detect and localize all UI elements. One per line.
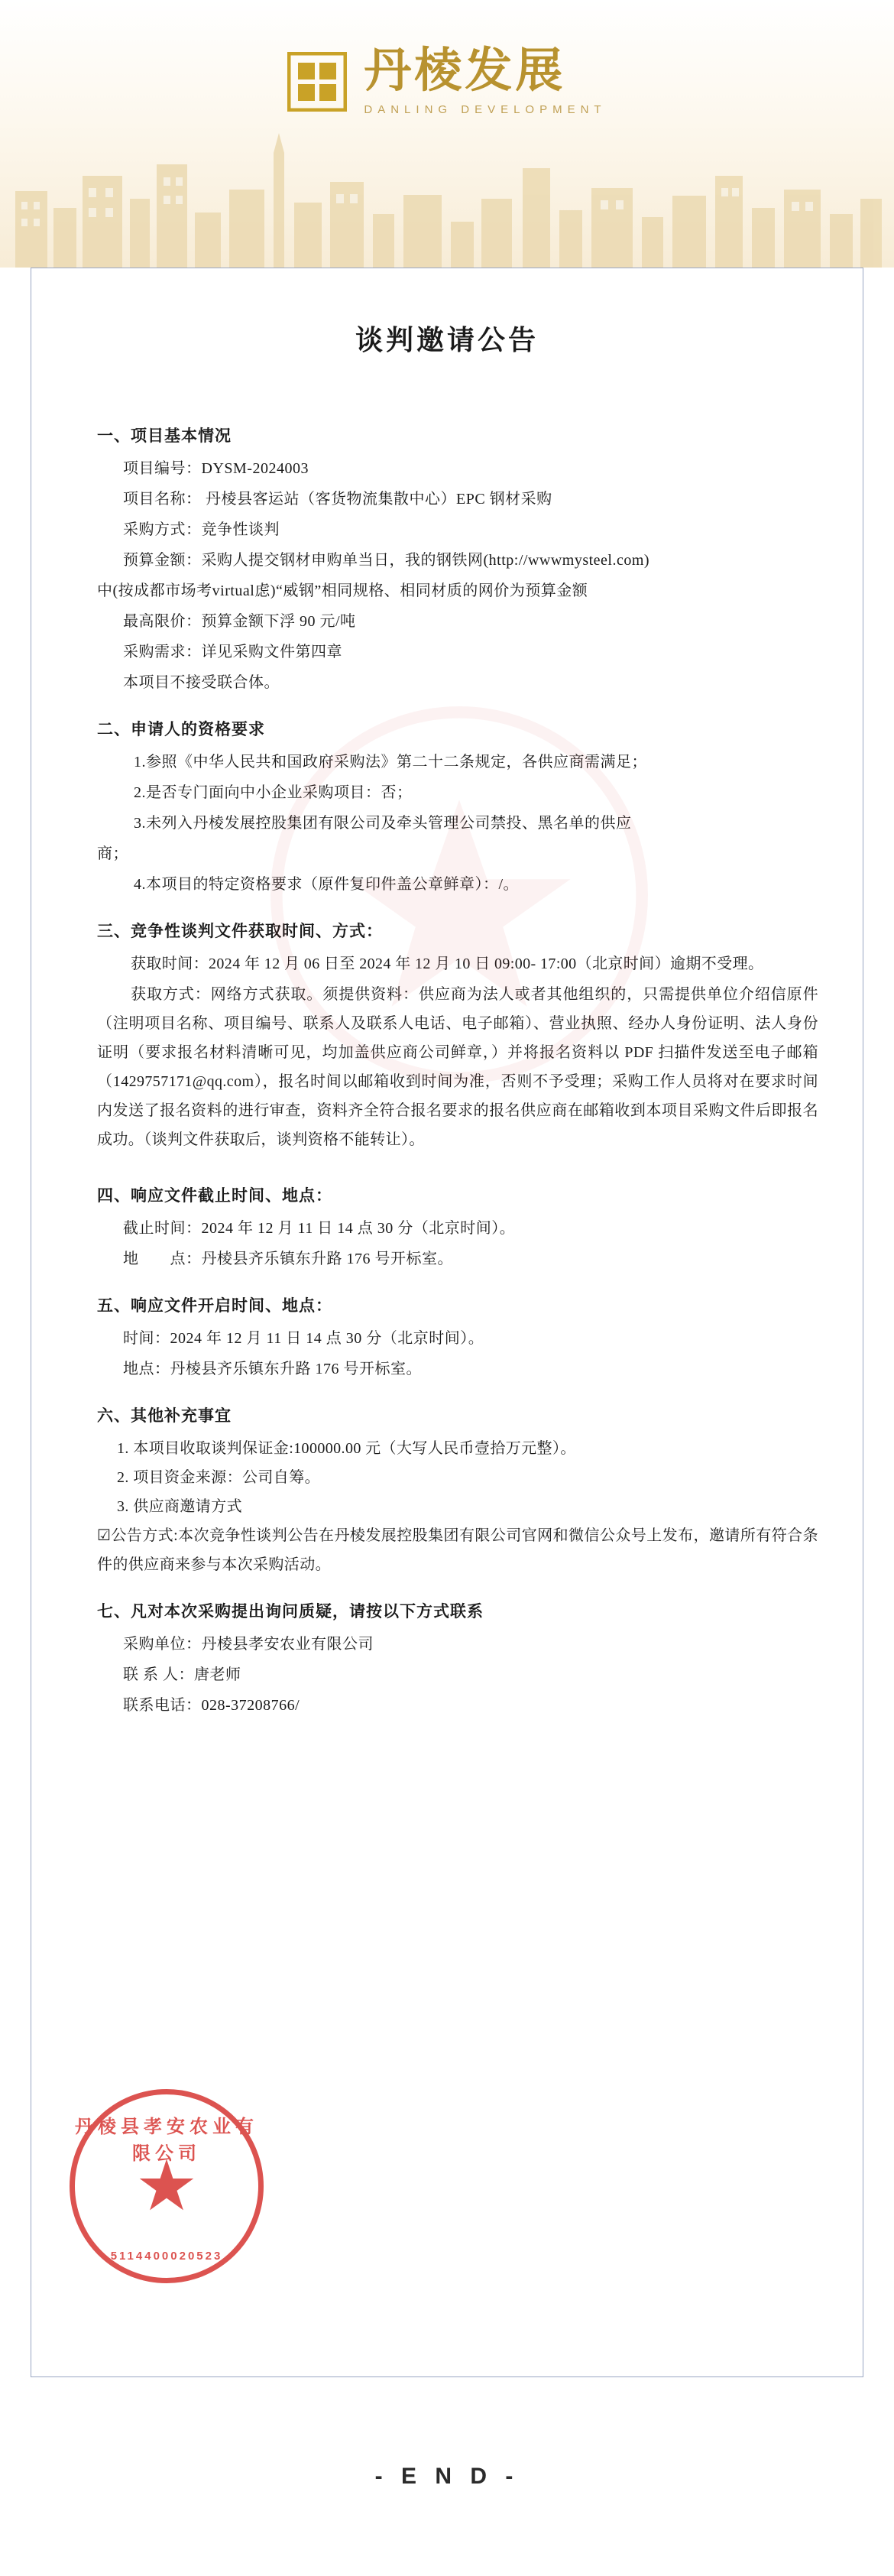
section-heading-7: 七、凡对本次采购提出询问质疑，请按以下方式联系 (97, 1602, 484, 1621)
brand-name: 丹棱发展 (364, 45, 566, 97)
section-7-line-2: 联 系 人：唐老师 (123, 1666, 241, 1683)
brand-subtitle: DANLING DEVELOPMENT (364, 103, 607, 116)
section-3-paragraph-2: 获取方式：网络方式获取。须提供资料：供应商为法人或者其他组织的，只需提供单位介绍信原件（注明项目名称、项目编号、联系人及联系人电话、电子邮箱）、营业执照、经办人身份证明、法人身份证明（要求报名材料清晰可见，均加盖供应商公司鲜章，）并将报名资料以 PDF 扫描件发送至电子邮箱（1429757171@qq.com），报名时间以邮箱收到时间为准，否则不予受理；采购工作人员将对在要求时间内发送了报名资料的进行审查，资料齐全符合报名要求的报名供应商在邮箱收到本项目采购文件后即报名成功。（谈判文件获取后，谈判资格不能转让）。 (97, 986, 818, 1148)
section-1-line-3: 采购方式：竞争性谈判 (123, 521, 280, 538)
section-3-paragraph-1: 获取时间：2024 年 12 月 06 日至 2024 年 12 月 10 日 09:00- 17:00（北京时间）逾期不受理。 (131, 955, 764, 972)
document-card (31, 268, 863, 2377)
section-1-line-8: 本项目不接受联合体。 (123, 674, 280, 691)
document-footer (0, 2377, 894, 2576)
section-heading-6: 六、其他补充事宜 (97, 1406, 232, 1425)
section-2-line-4: 商； (97, 845, 128, 862)
section-6-item-1: 1. 本项目收取谈判保证金:100000.00 元（大写人民币壹拾万元整）。 (117, 1440, 576, 1457)
page-title: 谈判邀请公告 (355, 325, 539, 355)
section-6-item-3: 3. 供应商邀请方式 (117, 1498, 242, 1515)
seal-company-name: 丹棱县孝安农业有限公司 (75, 2117, 258, 2164)
section-2-line-2: 2.是否专门面向中小企业采购项目：否； (134, 784, 413, 801)
section-heading-3: 三、竞争性谈判文件获取时间、方式： (97, 922, 383, 940)
section-5-line-2: 地点：丹棱县齐乐镇东升路 176 号开标室。 (123, 1361, 422, 1377)
section-1-line-4: 预算金额：采购人提交钢材申购单当日，我的钢铁网(http://wwwmysteel.com) (123, 552, 650, 569)
section-1-line-7: 采购需求：详见采购文件第四章 (123, 644, 342, 660)
section-7-line-3: 联系电话：028-37208766/ (123, 1697, 300, 1714)
section-1-line-1: 项目编号：DYSM-2024003 (123, 460, 309, 477)
section-heading-5: 五、响应文件开启时间、地点： (97, 1296, 332, 1315)
company-seal (70, 2089, 264, 2283)
section-heading-4: 四、响应文件截止时间、地点： (97, 1186, 332, 1205)
section-heading-1: 一、项目基本情况 (97, 427, 232, 445)
section-4-line-2: 地 点：丹棱县齐乐镇东升路 176 号开标室。 (123, 1251, 453, 1267)
section-6-paragraph-1: ☑公告方式:本次竞争性谈判公告在丹棱发展控股集团有限公司官网和微信公众号上发布，邀请所有符合条件的供应商来参与本次采购活动。 (97, 1527, 818, 1573)
section-1-line-6: 最高限价：预算金额下浮 90 元/吨 (123, 613, 356, 630)
section-7-line-1: 采购单位：丹棱县孝安农业有限公司 (123, 1636, 374, 1653)
window-grid-logo-icon (287, 52, 347, 112)
section-6-item-2: 2. 项目资金来源：公司自筹。 (117, 1469, 320, 1486)
brand-lockup (0, 47, 894, 115)
section-2-line-3: 3.未列入丹棱发展控股集团有限公司及牵头管理公司禁投、黑名单的供应 (134, 815, 632, 832)
section-5-line-1: 时间：2024 年 12 月 11 日 14 点 30 分（北京时间）。 (123, 1330, 484, 1347)
city-skyline-icon (0, 122, 894, 268)
section-2-line-5: 4.本项目的特定资格要求（原件复印件盖公章鲜章）：/。 (134, 876, 520, 893)
section-2-line-1: 1.参照《中华人民共和国政府采购法》第二十二条规定，各供应商需满足； (134, 754, 647, 771)
section-1-line-5: 中(按成都市场考virtual虑)“威钢”相同规格、相同材质的网价为预算金额 (97, 582, 588, 599)
section-1-line-2: 项目名称： 丹棱县客运站（客货物流集散中心）EPC 钢材采购 (123, 491, 552, 508)
section-4-line-1: 截止时间：2024 年 12 月 11 日 14 点 30 分（北京时间）。 (123, 1220, 516, 1237)
section-heading-2: 二、申请人的资格要求 (97, 720, 265, 738)
seal-code: 5114400020523 (110, 2250, 223, 2263)
end-label: - E N D - (374, 2464, 520, 2489)
header-banner (0, 0, 894, 268)
